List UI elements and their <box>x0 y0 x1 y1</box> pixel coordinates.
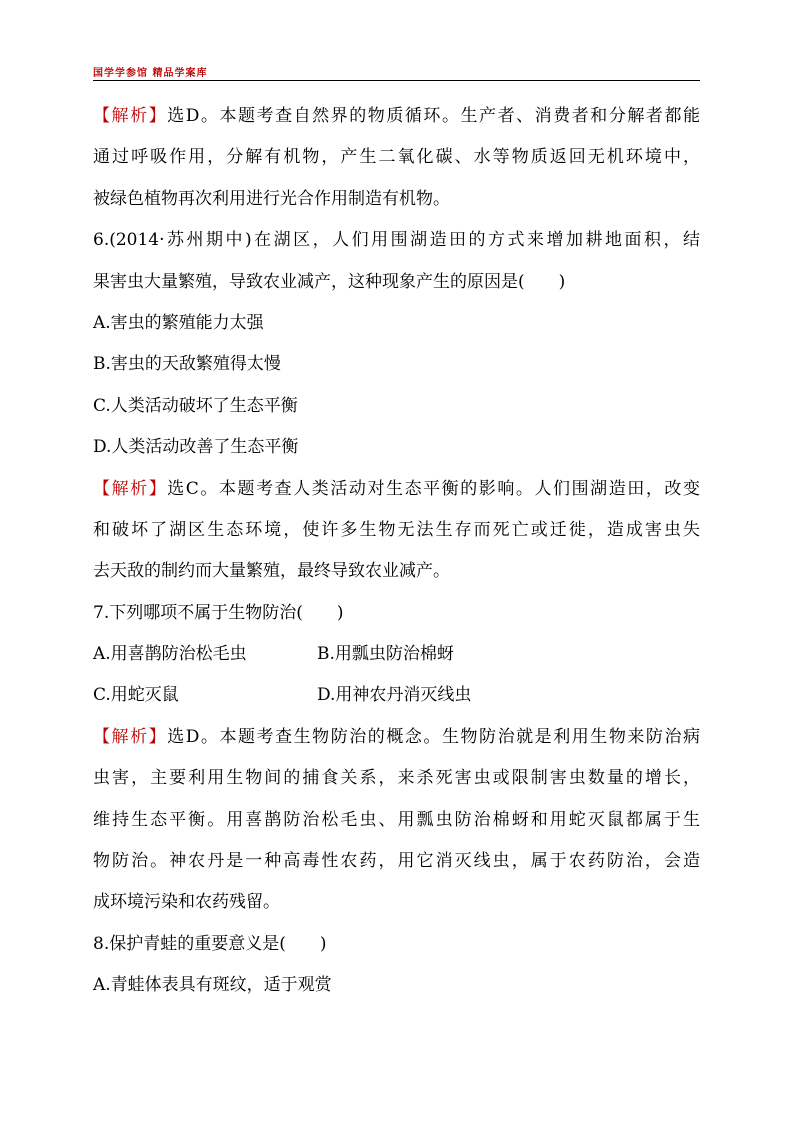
q6-option-d: D.人类活动改善了生态平衡 <box>93 437 299 458</box>
q5-analysis-line-1: 【解析】选D。本题考查自然界的物质循环。生产者、消费者和分解者都能 <box>93 106 701 126</box>
q7-options-row-1 <box>93 634 700 675</box>
q7-option-d: D.用神农丹消灭线虫 <box>317 685 472 706</box>
q6-analysis-line-2: 和破坏了湖区生态环境，使许多生物无法生存而死亡或迁徙，造成害虫失 <box>93 519 700 540</box>
q7-analysis-line-4: 物防治。神农丹是一种高毒性农药，用它消灭线虫，属于农药防治，会造 <box>93 851 700 872</box>
q5-analysis-line-3: 被绿色植物再次利用进行光合作用制造有机物。 <box>93 188 450 209</box>
q7-option-c: C.用蛇灭鼠 <box>93 685 179 706</box>
q8-option-a: A.青蛙体表具有斑纹，适于观赏 <box>93 975 332 996</box>
q6-option-b: B.害虫的天敌繁殖得太慢 <box>93 354 281 375</box>
analysis-tag: 【解析】 <box>93 106 168 126</box>
q6-stem-line-2: 果害虫大量繁殖，导致农业减产，这种现象产生的原因是( ) <box>93 271 566 292</box>
q6-option-c: C.人类活动破坏了生态平衡 <box>93 395 298 416</box>
q6-analysis-line-3: 去天敌的制约而大量繁殖，最终导致农业减产。 <box>93 561 450 582</box>
analysis-tag: 【解析】 <box>93 726 168 747</box>
q6-option-a: A.害虫的繁殖能力太强 <box>93 312 264 333</box>
q7-analysis-line-3: 维持生态平衡。用喜鹊防治松毛虫、用瓢虫防治棉蚜和用蛇灭鼠都属于生 <box>93 809 700 830</box>
q6-stem-line-1: 6.(2014·苏州期中)在湖区，人们用围湖造田的方式来增加耕地面积，结 <box>93 230 700 251</box>
page-header <box>93 62 700 81</box>
q7-analysis-line-1: 【解析】选D。本题考查生物防治的概念。生物防治就是利用生物来防治病 <box>93 726 701 747</box>
analysis-tag: 【解析】 <box>93 478 168 499</box>
document-body <box>93 96 700 1007</box>
header-text: 国学学参馆 精品学案库 <box>93 68 208 79</box>
q6-analysis-line-1: 【解析】选C。本题考查人类活动对生态平衡的影响。人们围湖造田，改变 <box>93 478 700 499</box>
q5-analysis-line-2: 通过呼吸作用，分解有机物，产生二氧化碳、水等物质返回无机环境中， <box>93 147 700 168</box>
q7-option-a: A.用喜鹊防治松毛虫 <box>93 644 247 665</box>
q7-analysis-line-2: 虫害，主要利用生物间的捕食关系，来杀死害虫或限制害虫数量的增长， <box>93 768 700 789</box>
q8-stem: 8.保护青蛙的重要意义是( ) <box>93 933 327 954</box>
q7-options-row-2 <box>93 675 700 716</box>
q7-analysis-line-5: 成环境污染和农药残留。 <box>93 892 280 913</box>
q7-option-b: B.用瓢虫防治棉蚜 <box>317 644 454 665</box>
q7-stem: 7.下列哪项不属于生物防治( ) <box>93 602 344 623</box>
